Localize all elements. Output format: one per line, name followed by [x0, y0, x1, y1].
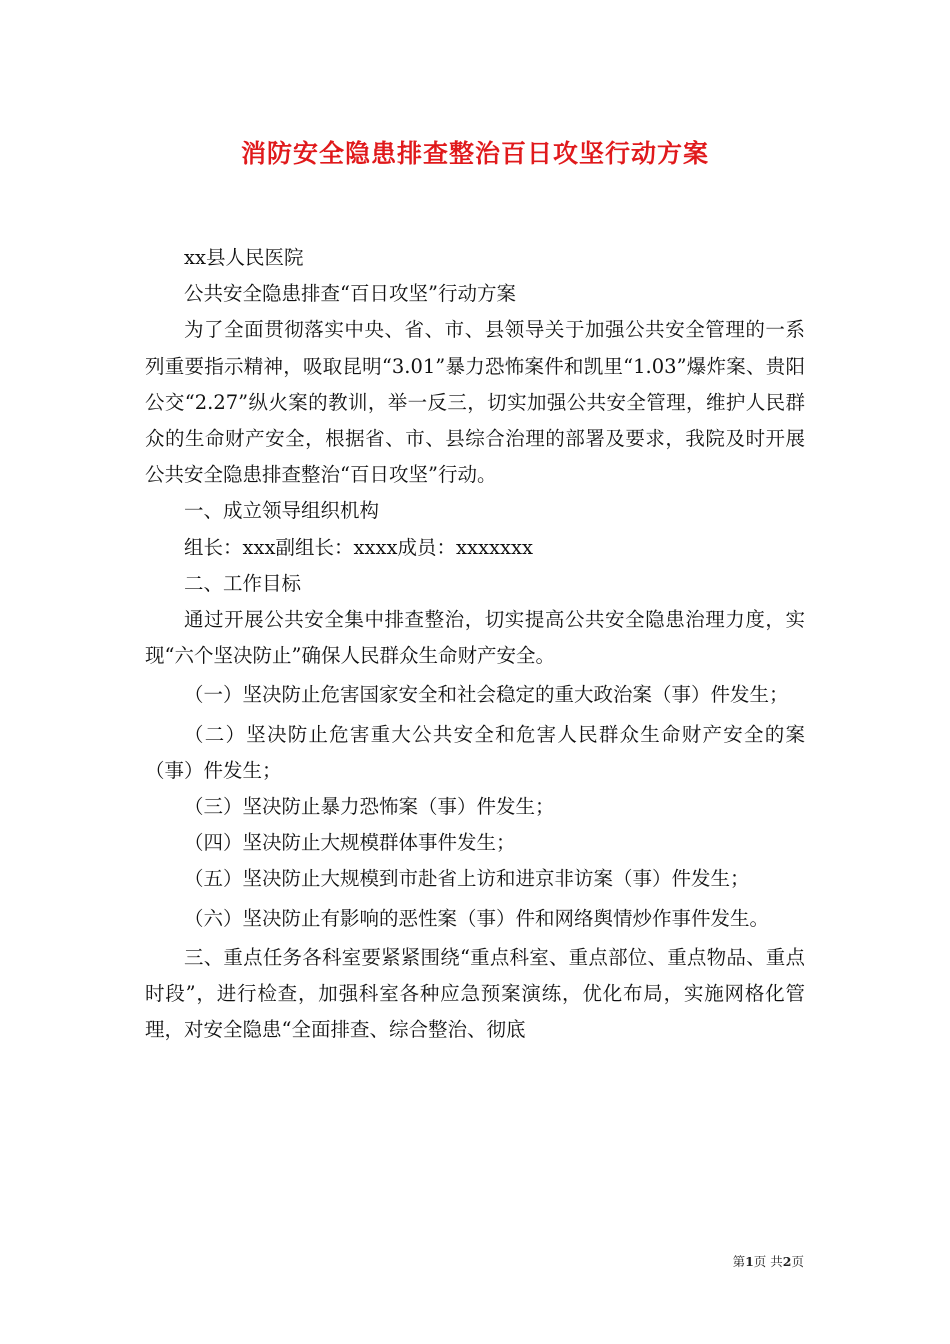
page-suffix: 页 [791, 1254, 804, 1269]
list-item-goal-3: （三）坚决防止暴力恐怖案（事）件发生； [184, 795, 555, 819]
list-item-goal-1: （一）坚决防止危害国家安全和社会稳定的重大政治案（事）件发生； [184, 683, 789, 707]
paragraph-goals: 通过开展公共安全集中排查整治，切实提高公共安全隐患治理力度，实现“六个坚决防止”确保人民群众生命财产安全。 [145, 608, 805, 668]
document-body [145, 240, 805, 1048]
page-number-footer [733, 1252, 804, 1270]
paragraph-hospital-name: xx县人民医院 [184, 246, 304, 269]
page-prefix: 第 [732, 1254, 746, 1269]
page-total: 2 [782, 1254, 792, 1269]
document-title: 消防安全隐患排查整治百日攻坚行动方案 [240, 139, 709, 168]
paragraph-intro: 为了全面贯彻落实中央、省、市、县领导关于加强公共安全管理的一系列重要指示精神，吸取昆明“3.01”暴力恐怖案件和凯里“1.03”爆炸案、贵阳公交“2.27”纵火案的教训，举一反三，切实加强公共安全管理，维护人民群众的生命财产安全，根据省、市、县综合治理的部署及要求，我院及时开展公共安全隐患排查整治“百日攻坚”行动。 [145, 318, 805, 487]
page-mid: 页 共 [753, 1254, 783, 1269]
section-heading-organization: 一、成立领导组织机构 [184, 499, 380, 523]
page-current: 1 [745, 1254, 754, 1269]
list-item-goal-2: （二）坚决防止危害重大公共安全和危害人民群众生命财产安全的案（事）件发生； [145, 722, 805, 782]
paragraph-leaders: 组长：xxx副组长：xxxx成员：xxxxxxx [184, 535, 533, 559]
list-item-goal-5: （五）坚决防止大规模到市赴省上访和进京非访案（事）件发生； [184, 867, 750, 891]
list-item-goal-6: （六）坚决防止有影响的恶性案（事）件和网络舆情炒作事件发生。 [184, 906, 770, 930]
list-item-goal-4: （四）坚决防止大规模群体事件发生； [184, 831, 516, 855]
section-heading-goals: 二、工作目标 [184, 571, 302, 595]
section-heading-tasks: 三、重点任务各科室要紧紧围绕“重点科室、重点部位、重点物品、重点时段”，进行检查，加强科室各种应急预案演练，优化布局，实施网格化管理，对安全隐患“全面排查、综合整治、彻底 [145, 945, 805, 1042]
paragraph-subtitle: 公共安全隐患排查“百日攻坚”行动方案 [184, 282, 516, 306]
